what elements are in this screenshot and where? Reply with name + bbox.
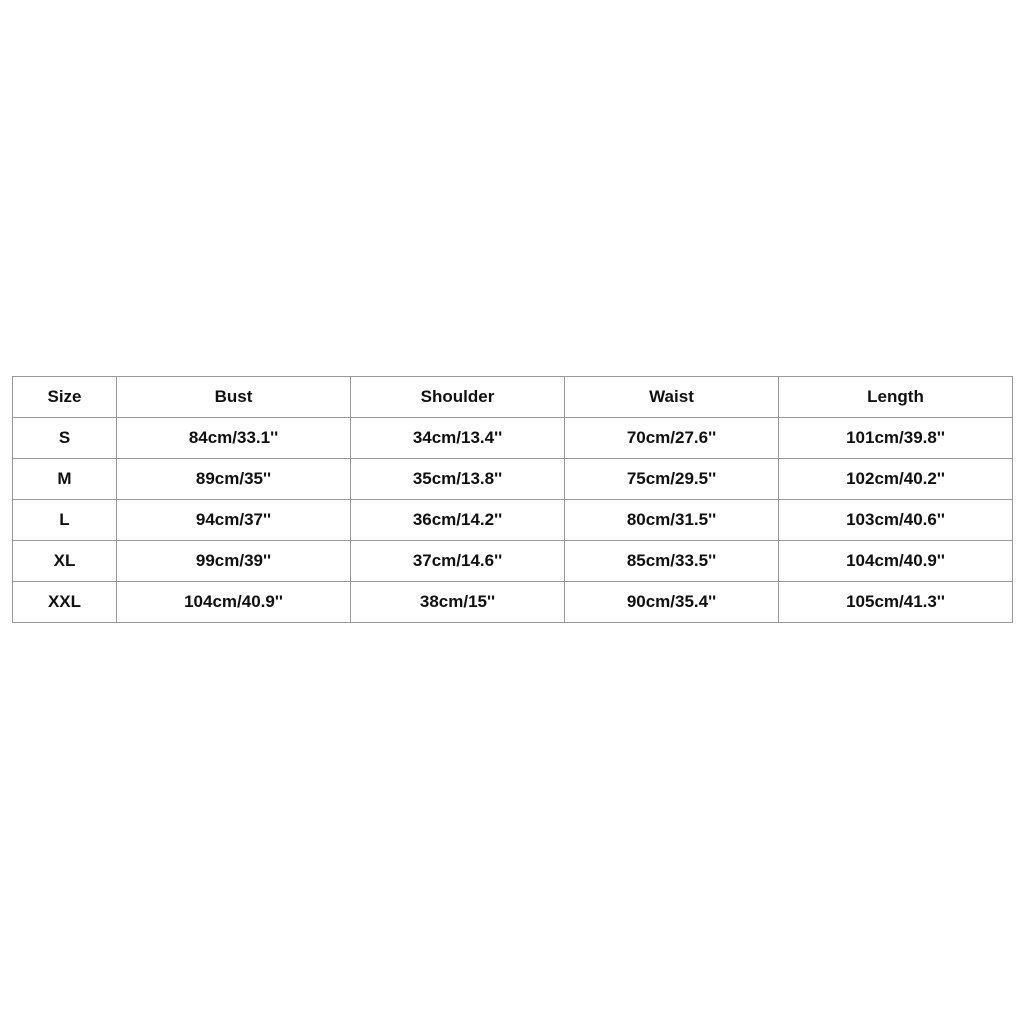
- header-size: Size: [13, 377, 117, 418]
- cell-shoulder: 36cm/14.2'': [351, 500, 565, 541]
- cell-waist: 75cm/29.5'': [565, 459, 779, 500]
- cell-bust: 94cm/37'': [117, 500, 351, 541]
- cell-shoulder: 38cm/15'': [351, 582, 565, 623]
- cell-length: 102cm/40.2'': [779, 459, 1013, 500]
- cell-shoulder: 37cm/14.6'': [351, 541, 565, 582]
- cell-bust: 84cm/33.1'': [117, 418, 351, 459]
- cell-size: XXL: [13, 582, 117, 623]
- cell-size: L: [13, 500, 117, 541]
- cell-length: 104cm/40.9'': [779, 541, 1013, 582]
- size-chart-table: [12, 376, 1013, 623]
- cell-waist: 80cm/31.5'': [565, 500, 779, 541]
- cell-length: 105cm/41.3'': [779, 582, 1013, 623]
- cell-length: 101cm/39.8'': [779, 418, 1013, 459]
- cell-bust: 89cm/35'': [117, 459, 351, 500]
- cell-waist: 85cm/33.5'': [565, 541, 779, 582]
- table-header-row: [13, 377, 1013, 418]
- cell-waist: 90cm/35.4'': [565, 582, 779, 623]
- header-bust: Bust: [117, 377, 351, 418]
- table-row: [13, 418, 1013, 459]
- cell-size: S: [13, 418, 117, 459]
- table-row: [13, 582, 1013, 623]
- cell-size: M: [13, 459, 117, 500]
- cell-shoulder: 34cm/13.4'': [351, 418, 565, 459]
- table-row: [13, 459, 1013, 500]
- cell-size: XL: [13, 541, 117, 582]
- table-row: [13, 500, 1013, 541]
- header-waist: Waist: [565, 377, 779, 418]
- cell-bust: 99cm/39'': [117, 541, 351, 582]
- cell-length: 103cm/40.6'': [779, 500, 1013, 541]
- header-shoulder: Shoulder: [351, 377, 565, 418]
- cell-bust: 104cm/40.9'': [117, 582, 351, 623]
- cell-waist: 70cm/27.6'': [565, 418, 779, 459]
- cell-shoulder: 35cm/13.8'': [351, 459, 565, 500]
- header-length: Length: [779, 377, 1013, 418]
- table-row: [13, 541, 1013, 582]
